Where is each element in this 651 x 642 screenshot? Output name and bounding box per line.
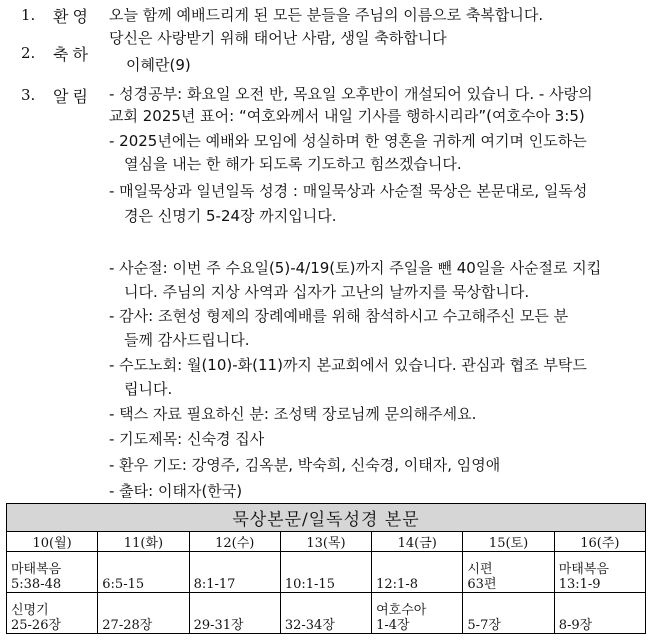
- reading-cell: [463, 593, 554, 634]
- reading-cell: [189, 593, 280, 634]
- notice-line: 립니다.: [124, 380, 173, 398]
- cell-passage: 32-34장: [284, 618, 335, 633]
- cell-passage: 5:38-48: [11, 577, 62, 592]
- notice-line: - 택스 자료 필요하신 분: 조성택 장로님께 문의해주세요.: [109, 405, 477, 423]
- meditation-cell: [189, 552, 280, 593]
- schedule-days-row: [7, 532, 646, 552]
- reading-cell: [98, 593, 189, 634]
- reading-cell: [280, 593, 371, 634]
- cell-book: 시편: [467, 562, 493, 577]
- cell-passage: 8-9장: [558, 618, 593, 633]
- cell-passage: 6:5-15: [102, 577, 145, 592]
- cell-passage: 12:1-8: [376, 577, 418, 592]
- meditation-cell: [372, 552, 463, 593]
- cell-book: 마태복음: [11, 562, 62, 577]
- cell-passage: 8:1-17: [193, 577, 236, 592]
- welcome-text: 오늘 함께 예배드리게 된 모든 분들을 주님의 이름으로 축복합니다.: [109, 6, 544, 24]
- day-header: 14(금): [372, 532, 463, 552]
- day-header: 10(월): [7, 532, 98, 552]
- reading-cell: [7, 593, 98, 634]
- notice-line: 들께 감사드립니다.: [124, 331, 250, 349]
- cell-passage: 25-26장: [11, 618, 62, 633]
- congrats-text: 당신은 사랑받기 위해 태어난 사람, 생일 축하합니다: [109, 29, 447, 47]
- cell-passage: 10:1-15: [284, 577, 335, 592]
- congrats-name: 이혜란(9): [126, 56, 191, 74]
- cell-passage: 1-4장: [376, 618, 410, 633]
- schedule-title: 묵상본문/일독성경 본문: [7, 504, 646, 532]
- notice-line: 열심을 내는 한 해가 되도록 기도하고 힘쓰겠습니다.: [124, 155, 462, 173]
- notice-line: - 수도노회: 월(10)-화(11)까지 본교회에서 있습니다. 관심과 협조 부탁드: [109, 356, 587, 374]
- meditation-cell: [280, 552, 371, 593]
- section-label-welcome: 환영: [53, 7, 92, 26]
- section-label-notices: 알림: [53, 87, 92, 106]
- day-header: 16(주): [554, 532, 645, 552]
- cell-passage: 5-7장: [467, 618, 501, 633]
- cell-book: 여호수아: [376, 603, 427, 618]
- notice-line: - 감사: 조현성 형제의 장례예배를 위해 참석하시고 수고해주신 모든 분: [109, 307, 569, 325]
- cell-passage: 63편: [467, 577, 497, 592]
- notice-line: - 출타: 이태자(한국): [109, 482, 243, 500]
- section-number-notices: 3.: [21, 86, 36, 104]
- notice-line: - 성경공부: 화요일 오전 반, 목요일 오후반이 개설되어 있습니 다. - 사랑의: [109, 85, 593, 103]
- reading-cell: [372, 593, 463, 634]
- meditation-cell: [463, 552, 554, 593]
- meditation-cell: [98, 552, 189, 593]
- section-label-congrats: 축하: [53, 45, 92, 64]
- day-header: 15(토): [463, 532, 554, 552]
- cell-passage: 29-31장: [193, 618, 244, 633]
- notice-line: 교회 2025년 표어: “여호와께서 내일 기사를 행하시리라”(여호수아 3:5): [109, 107, 585, 125]
- cell-book: 마태복음: [558, 562, 609, 577]
- meditation-cell: [7, 552, 98, 593]
- day-header: 12(수): [189, 532, 280, 552]
- day-header: 11(화): [98, 532, 189, 552]
- day-header: 13(목): [280, 532, 371, 552]
- notice-line: - 매일묵상과 일년일독 성경 : 매일묵상과 사순절 묵상은 본문대로, 일독성: [109, 182, 588, 200]
- notice-line: 경은 신명기 5-24장 까지입니다.: [124, 207, 337, 225]
- section-number-congrats: 2.: [21, 44, 36, 62]
- notice-line: - 2025년에는 예배와 모임에 성실하며 한 영혼을 귀하게 여기며 인도하는: [109, 132, 587, 150]
- meditation-cell: [554, 552, 645, 593]
- notice-line: - 기도제목: 신숙경 집사: [109, 430, 265, 448]
- cell-book: 신명기: [11, 603, 49, 618]
- notice-line: - 사순절: 이번 주 수요일(5)-4/19(토)까지 주일을 뺀 40일을 사순절로 지킵: [109, 259, 602, 277]
- reading-row: [7, 593, 646, 634]
- reading-cell: [554, 593, 645, 634]
- cell-passage: 27-28장: [102, 618, 153, 633]
- notice-line: - 환우 기도: 강영주, 김옥분, 박숙희, 신숙경, 이태자, 임영애: [109, 456, 501, 474]
- notice-line: 니다. 주님의 지상 사역과 십자가 고난의 날까지를 묵상합니다.: [124, 283, 530, 301]
- section-number-welcome: 1.: [21, 6, 36, 24]
- reading-schedule-table: [6, 503, 646, 634]
- cell-passage: 13:1-9: [558, 577, 601, 592]
- meditation-row: [7, 552, 646, 593]
